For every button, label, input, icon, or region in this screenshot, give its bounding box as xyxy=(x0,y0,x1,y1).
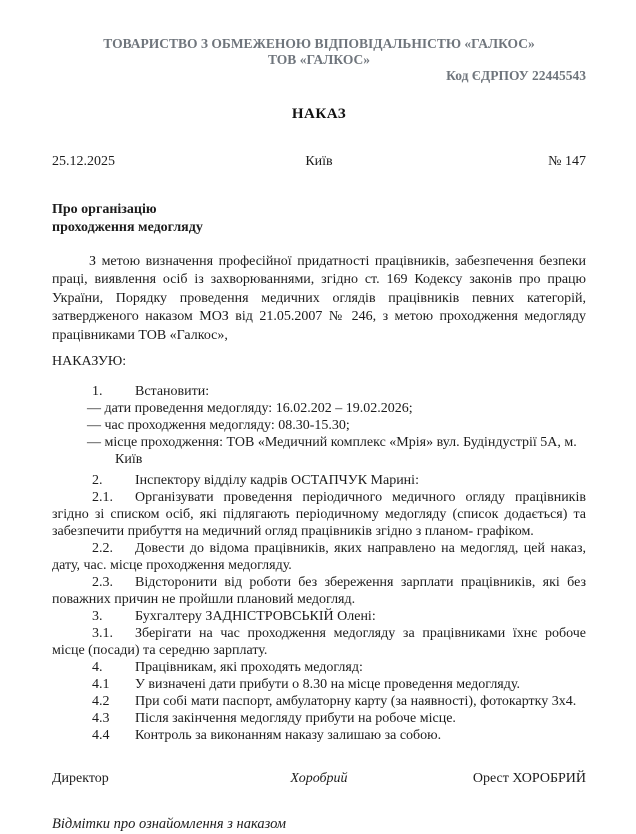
document-city: Київ xyxy=(305,153,333,169)
item-text: При собі мати паспорт, амбулаторну карту (за наявності), фотокартку 3х4. xyxy=(135,694,577,709)
signer-role: Директор xyxy=(52,771,109,786)
order-item-1-dash-3: — місце проходження: ТОВ «Медичний комплекс «Мрія» вул. Будіндустрії 5А, м. Київ xyxy=(87,435,577,467)
order-item-3 xyxy=(52,608,586,625)
item-number: 4. xyxy=(92,660,103,675)
order-item-2-1 xyxy=(52,489,586,540)
document-number: № 147 xyxy=(548,153,586,169)
order-item-1-dash-1: — дати проведення медогляду: 16.02.202 – 19.02.2026; xyxy=(87,401,413,416)
order-item-4 xyxy=(52,659,586,676)
order-item-2-2 xyxy=(52,540,586,574)
item-text: Зберігати на час проходження медогляду за працівниками їхнє робоче місце (посади) та середню зарплату. xyxy=(52,626,586,658)
document-title: НАКАЗ xyxy=(291,105,347,122)
order-item-2 xyxy=(52,472,586,489)
order-item-4-3 xyxy=(52,710,586,727)
order-item-4-4 xyxy=(52,727,586,744)
item-text: Контроль за виконанням наказу залишаю за собою. xyxy=(135,728,442,743)
item-number: 4.1 xyxy=(92,677,110,692)
item-text: Після закінчення медогляду прибути на робоче місце. xyxy=(135,711,456,726)
item-text: Довести до відома працівників, яких направлено на медогляд, цей наказ, дату, час. місце проходження медогляду. xyxy=(52,541,586,573)
document-date: 25.12.2025 xyxy=(52,153,115,169)
item-number: 3.1. xyxy=(92,626,113,641)
item-text: Інспектору відділу кадрів ОСТАПЧУК Марині: xyxy=(135,473,419,488)
signature-handwritten: Хоробрий xyxy=(290,771,348,786)
order-item-1-dash-2: — час проходження медогляду: 08.30-15.30; xyxy=(87,418,350,433)
item-text: Працівникам, які проходять медогляд: xyxy=(135,660,363,675)
order-item-4-2 xyxy=(52,693,586,710)
item-text: Бухгалтеру ЗАДНІСТРОВСЬКІЙ Олені: xyxy=(135,609,376,624)
company-name-short: ТОВ «ГАЛКОС» xyxy=(267,51,370,67)
subject-line-1: Про організацію xyxy=(52,201,157,217)
company-name-full: ТОВАРИСТВО З ОБМЕЖЕНОЮ ВІДПОВІДАЛЬНІСТЮ «ГАЛКОС» xyxy=(103,36,535,51)
signature-row xyxy=(52,770,586,788)
order-item-3-1 xyxy=(52,625,586,659)
item-number: 3. xyxy=(92,609,103,624)
order-item-4-1 xyxy=(52,676,586,693)
item-number: 1. xyxy=(92,384,103,399)
signer-name: Орест ХОРОБРИЙ xyxy=(472,771,586,786)
date-row xyxy=(52,153,586,171)
item-text: Встановити: xyxy=(135,384,210,399)
preamble-paragraph: З метою визначення професійної придатності працівників, забезпечення безпеки праці, виявлення осіб із захворюваннями, згідно ст. 169 Кодексу законів про працю України, Порядку проведення медичних оглядів працівників певних категорій, затвердженого наказом МОЗ від 21.05.2007 № 246, з метою проходження медогляду працівниками ТОВ «Галкос», xyxy=(52,253,586,343)
document-subject xyxy=(52,201,586,237)
item-text: У визначені дати прибути о 8.30 на місце проведення медогляду. xyxy=(135,677,520,692)
item-number: 4.4 xyxy=(92,728,110,743)
order-item-1 xyxy=(52,383,586,400)
item-number: 2. xyxy=(92,473,103,488)
order-items xyxy=(52,383,586,744)
item-text: Організувати проведення періодичного медичного огляду працівників згідно зі списком осіб, які підлягають періодичному медогляду (список додається) та забезпечити прибуття на медичний огляд працівників згідно з планом- графіком. xyxy=(52,490,586,539)
order-item-2-3 xyxy=(52,574,586,608)
subject-line-2: проходження медогляду xyxy=(52,219,203,235)
item-number: 4.2 xyxy=(92,694,110,709)
item-number: 2.3. xyxy=(92,575,113,590)
item-number: 2.1. xyxy=(92,490,113,505)
document-header xyxy=(52,36,586,84)
acknowledgement-note: Відмітки про ознайомлення з наказом xyxy=(52,816,287,832)
resolve-word: НАКАЗУЮ: xyxy=(52,354,127,369)
item-number: 2.2. xyxy=(92,541,113,556)
item-text: Відсторонити від роботи без збереження зарплати працівників, які без поважних причин не пройшли плановий медогляд. xyxy=(52,575,586,607)
item-number: 4.3 xyxy=(92,711,110,726)
edrpou-code: Код ЄДРПОУ 22445543 xyxy=(446,68,586,83)
